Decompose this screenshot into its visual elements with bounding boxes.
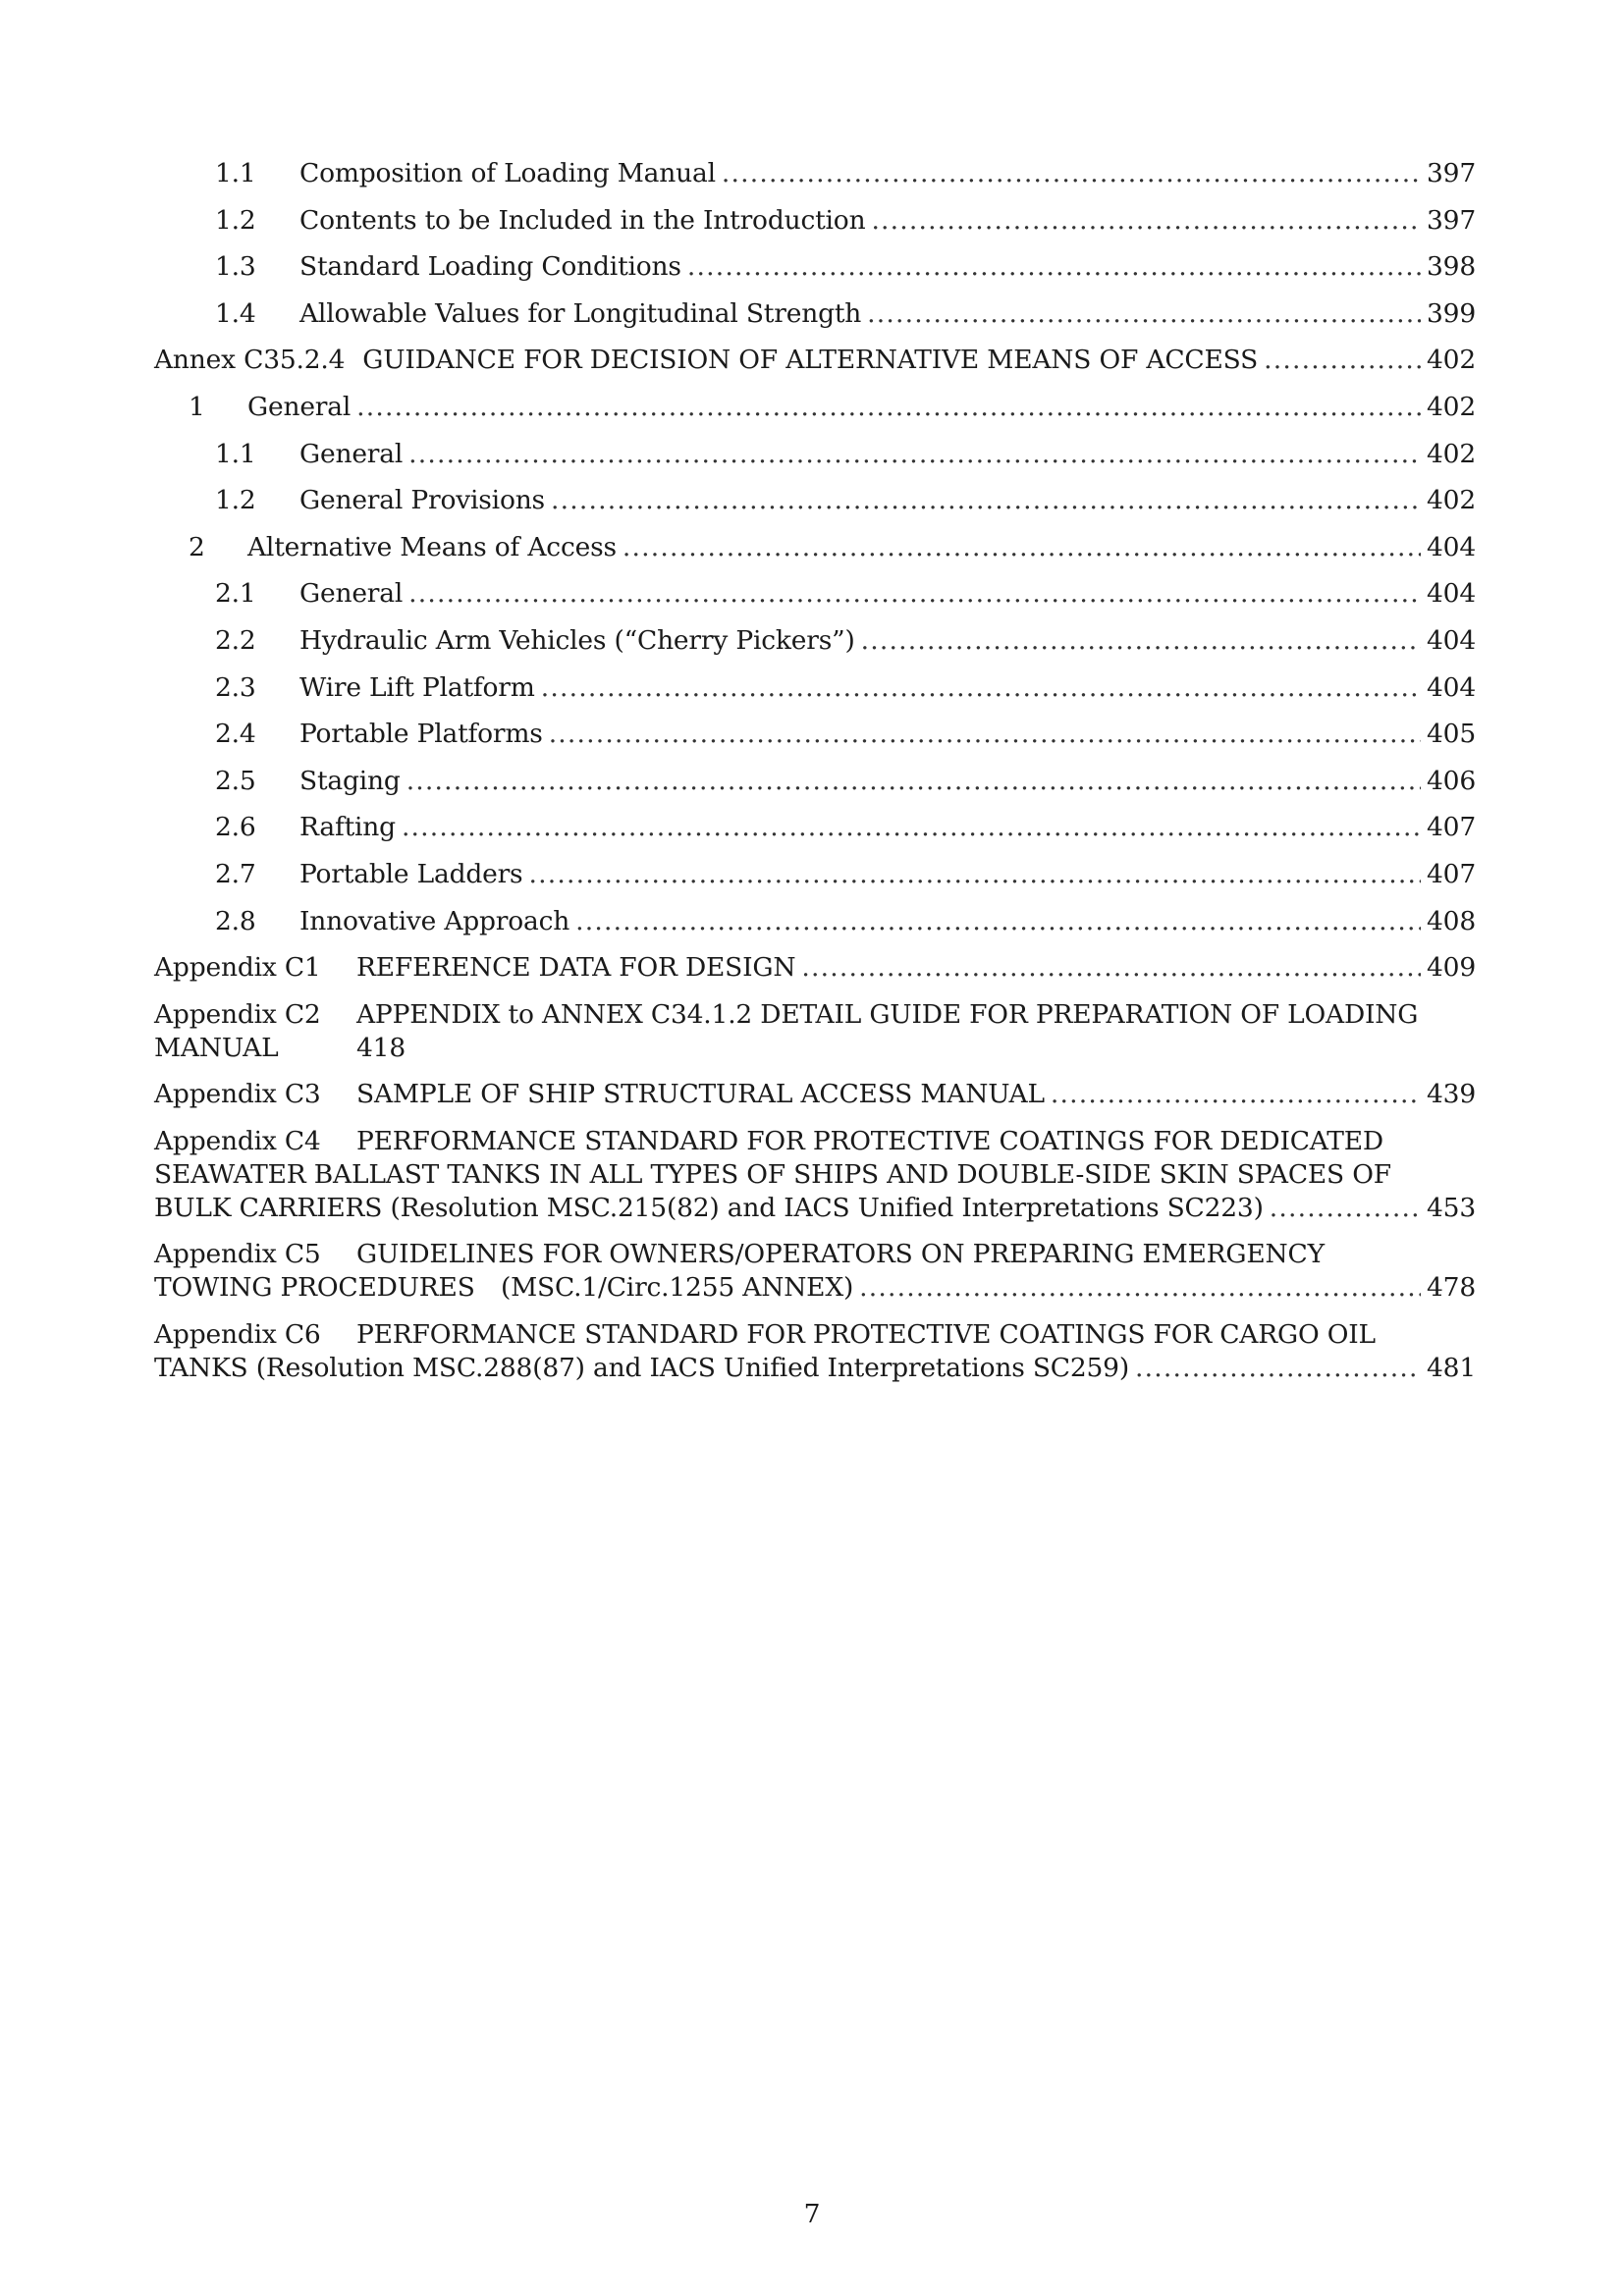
toc-entry-number: 2.6 — [215, 812, 256, 843]
toc-entry[interactable] — [154, 391, 1476, 438]
toc-entry-title: REFERENCE DATA FOR DESIGN — [356, 952, 796, 984]
dot-leader — [408, 438, 1421, 471]
dot-leader — [859, 1271, 1421, 1305]
toc-entry-title: Standard Loading Conditions — [299, 251, 681, 283]
toc-entry-number: 2.5 — [215, 765, 256, 796]
toc-entry-title: Wire Lift Platform — [299, 671, 535, 703]
toc-entry-number: 1 — [189, 391, 205, 422]
toc-entry-page: 407 — [1427, 812, 1476, 843]
toc-entry-title-line: GUIDELINES FOR OWNERS/OPERATORS ON PREPARING EMERGENCY — [356, 1239, 1325, 1270]
toc-entry-title-line: BULK CARRIERS (Resolution MSC.215(82) and IACS Unified Interpretations SC223) — [154, 1192, 1264, 1223]
toc-entry-page: 407 — [1427, 858, 1476, 889]
dot-leader — [549, 718, 1421, 751]
dot-leader — [867, 297, 1421, 331]
toc-entry-page: 402 — [1427, 438, 1476, 469]
toc-entry[interactable] — [154, 624, 1476, 671]
toc-entry-title: Portable Ladders — [299, 858, 523, 889]
dot-leader — [1264, 344, 1421, 377]
toc-entry-page: 404 — [1427, 531, 1476, 562]
toc-entry-number: Appendix C1 — [154, 952, 321, 984]
toc-entry-title: Staging — [299, 765, 401, 796]
toc-entry-title: SAMPLE OF SHIP STRUCTURAL ACCESS MANUAL — [356, 1079, 1045, 1110]
toc-entry-title-line: SEAWATER BALLAST TANKS IN ALL TYPES OF SHIPS AND DOUBLE-SIDE SKIN SPACES OF — [154, 1158, 1391, 1190]
toc-entry-appendix[interactable] — [154, 1078, 1476, 1125]
toc-entry-title-line: TANKS (Resolution MSC.288(87) and IACS Unified Interpretations SC259) — [154, 1353, 1129, 1384]
page-number: 7 — [803, 2199, 821, 2229]
toc-entry[interactable] — [154, 905, 1476, 952]
toc-entry-number: 1.3 — [215, 251, 256, 283]
toc-entry[interactable] — [154, 250, 1476, 297]
toc-entry-number: 2.1 — [215, 578, 256, 610]
toc-entry-number: 2.7 — [215, 858, 256, 889]
toc-entry-number: 2.2 — [215, 624, 256, 656]
toc-entry[interactable] — [154, 531, 1476, 578]
toc-entry[interactable] — [154, 718, 1476, 765]
toc-entry-page: 402 — [1427, 391, 1476, 422]
toc-entry-page: 439 — [1427, 1079, 1476, 1110]
toc-entry-page: 404 — [1427, 671, 1476, 703]
toc-entry-title-line: PERFORMANCE STANDARD FOR PROTECTIVE COATINGS FOR DEDICATED — [356, 1125, 1383, 1156]
toc-entry-title-line: MANUAL — [154, 1032, 279, 1063]
toc-entry[interactable] — [154, 157, 1476, 204]
dot-leader — [541, 671, 1421, 705]
dot-leader — [528, 858, 1421, 891]
toc-entry-page: 478 — [1427, 1272, 1476, 1304]
toc-entry-page: 402 — [1427, 345, 1476, 376]
dot-leader — [575, 905, 1421, 938]
toc-entry-page: 418 — [356, 1032, 406, 1063]
toc-entry-page: 408 — [1427, 905, 1476, 936]
toc-entry-number: 1.4 — [215, 297, 256, 329]
toc-entry-title: Contents to be Included in the Introduction — [299, 204, 866, 236]
toc-entry-number: 2.3 — [215, 671, 256, 703]
toc-entry-number: 2.4 — [215, 719, 256, 750]
toc-entry[interactable] — [154, 577, 1476, 624]
toc-entry-page: 453 — [1427, 1192, 1476, 1223]
toc-entry[interactable] — [154, 484, 1476, 531]
toc-entry-annex[interactable] — [154, 344, 1476, 391]
toc-entry[interactable] — [154, 811, 1476, 858]
toc-entry-page: 397 — [1427, 158, 1476, 188]
dot-leader — [801, 951, 1421, 985]
toc-entry-title: Allowable Values for Longitudinal Strength — [299, 297, 862, 329]
dot-leader — [687, 250, 1421, 284]
toc-entry-number: Appendix C3 — [154, 1079, 321, 1110]
toc-entry-title: Innovative Approach — [299, 905, 570, 936]
toc-entry-page: 397 — [1427, 204, 1476, 236]
toc-entry-title: Alternative Means of Access — [247, 531, 617, 562]
toc-entry-number: Appendix C6 — [154, 1319, 321, 1351]
toc-entry-number: 1.1 — [215, 438, 256, 469]
toc-entry-page: 404 — [1427, 624, 1476, 656]
toc-entry-title: Hydraulic Arm Vehicles (“Cherry Pickers”) — [299, 624, 855, 656]
toc-entry[interactable] — [154, 438, 1476, 485]
toc-entry-title-line: TOWING PROCEDURES (MSC.1/Circ.1255 ANNEX) — [154, 1272, 854, 1304]
dot-leader — [1270, 1192, 1421, 1225]
dot-leader — [722, 157, 1421, 190]
toc-entry-page: 405 — [1427, 719, 1476, 750]
toc-entry[interactable] — [154, 765, 1476, 812]
dot-leader — [402, 811, 1421, 844]
toc-entry-page: 398 — [1427, 251, 1476, 283]
toc-entry-number: Appendix C2 — [154, 998, 321, 1030]
dot-leader — [1051, 1078, 1421, 1111]
toc-entry-title: Portable Platforms — [299, 719, 543, 750]
toc-entry[interactable] — [154, 671, 1476, 719]
table-of-contents — [154, 157, 1476, 1399]
toc-entry-title: General — [299, 578, 404, 610]
dot-leader — [356, 391, 1421, 424]
toc-entry[interactable] — [154, 204, 1476, 251]
toc-entry-appendix[interactable] — [154, 951, 1476, 998]
dot-leader — [871, 204, 1421, 238]
toc-entry-title: Rafting — [299, 812, 396, 843]
toc-entry-appendix[interactable] — [154, 998, 1476, 1065]
toc-entry-title: GUIDANCE FOR DECISION OF ALTERNATIVE MEANS OF ACCESS — [362, 345, 1259, 376]
dot-leader — [861, 624, 1421, 658]
toc-entry-number: Appendix C4 — [154, 1125, 321, 1156]
toc-entry-appendix[interactable] — [154, 1318, 1476, 1385]
toc-entry-number: 1.1 — [215, 158, 256, 188]
toc-entry-number: 2.8 — [215, 905, 256, 936]
toc-entry-page: 406 — [1427, 765, 1476, 796]
dot-leader — [1135, 1352, 1421, 1385]
toc-entry-number: 2 — [189, 531, 205, 562]
dot-leader — [551, 484, 1421, 517]
toc-entry-title: General Provisions — [299, 485, 545, 516]
toc-entry-page: 481 — [1427, 1353, 1476, 1384]
dot-leader — [623, 531, 1421, 564]
toc-entry-title: General — [299, 438, 404, 469]
toc-entry-number: 1.2 — [215, 204, 256, 236]
toc-entry-page: 402 — [1427, 485, 1476, 516]
toc-entry-title: Composition of Loading Manual — [299, 158, 716, 188]
toc-entry-page: 404 — [1427, 578, 1476, 610]
toc-entry-page: 409 — [1427, 952, 1476, 984]
toc-entry-appendix[interactable] — [154, 1238, 1476, 1305]
toc-entry-title: General — [247, 391, 352, 422]
toc-entry[interactable] — [154, 297, 1476, 345]
toc-entry-appendix[interactable] — [154, 1125, 1476, 1225]
toc-entry-page: 399 — [1427, 297, 1476, 329]
dot-leader — [406, 765, 1421, 798]
toc-entry-number: Annex C35.2.4 — [154, 345, 346, 376]
toc-entry-number: Appendix C5 — [154, 1239, 321, 1270]
toc-entry-title-line: APPENDIX to ANNEX C34.1.2 DETAIL GUIDE FOR PREPARATION OF LOADING — [356, 998, 1419, 1030]
toc-entry-title-line: PERFORMANCE STANDARD FOR PROTECTIVE COATINGS FOR CARGO OIL — [356, 1319, 1376, 1351]
toc-entry[interactable] — [154, 858, 1476, 905]
dot-leader — [408, 577, 1421, 611]
toc-entry-number: 1.2 — [215, 485, 256, 516]
